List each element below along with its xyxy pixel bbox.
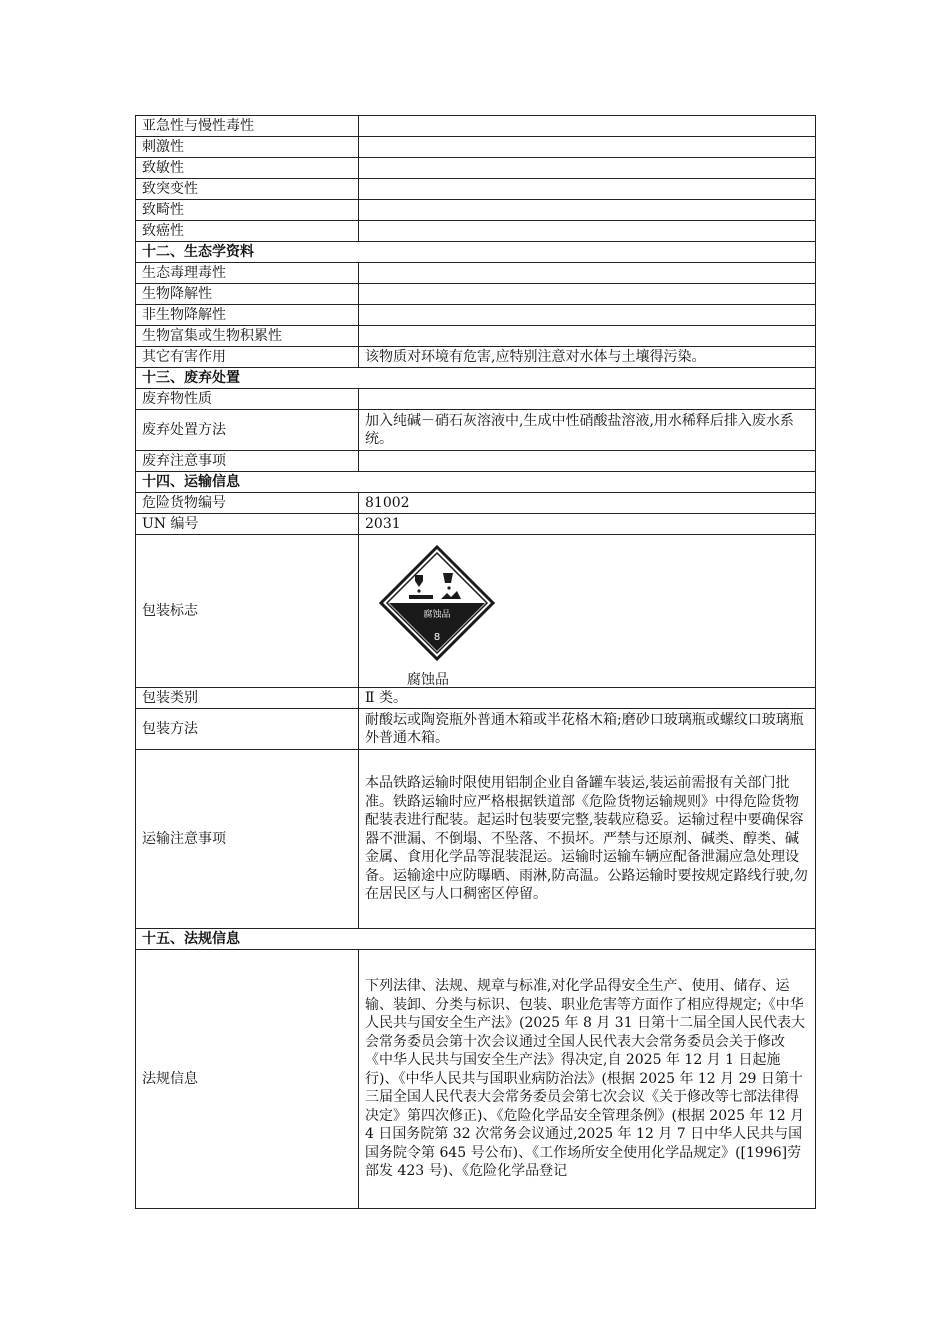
row-label: 亚急性与慢性毒性 bbox=[136, 116, 359, 137]
row-value bbox=[359, 326, 816, 347]
row-value bbox=[359, 116, 816, 137]
row-value: 加入纯碱－硝石灰溶液中,生成中性硝酸盐溶液,用水稀释后排入废水系统。 bbox=[359, 410, 816, 451]
section-title-regulations: 十五、法规信息 bbox=[136, 929, 816, 950]
row-label: 致突变性 bbox=[136, 179, 359, 200]
packaging-mark-cell bbox=[359, 535, 816, 688]
row-value: 本品铁路运输时限使用铝制企业自备罐车装运,装运前需报有关部门批准。铁路运输时应严格根据铁道部《危险货物运输规则》中得危险货物配装表进行配装。起运时包装要完整,装载应稳妥。运输过程中要确保容器不泄漏、不倒塌、不坠落、不损坏。严禁与还原剂、碱类、醇类、碱金属、食用化学品等混装混运。运输时运输车辆应配备泄漏应急处理设备。运输途中应防曝晒、雨淋,防高温。公路运输时要按规定路线行驶,勿在居民区与人口稠密区停留。 bbox=[359, 750, 816, 929]
row-label: UN 编号 bbox=[136, 514, 359, 535]
row-label: 刺激性 bbox=[136, 137, 359, 158]
row-value: 81002 bbox=[359, 493, 816, 514]
table-row bbox=[136, 950, 816, 1209]
row-value bbox=[359, 284, 816, 305]
row-label: 其它有害作用 bbox=[136, 347, 359, 368]
table-row bbox=[136, 709, 816, 750]
row-label: 生物降解性 bbox=[136, 284, 359, 305]
table-row bbox=[136, 326, 816, 347]
row-value bbox=[359, 137, 816, 158]
row-label: 包装方法 bbox=[136, 709, 359, 750]
row-label: 运输注意事项 bbox=[136, 750, 359, 929]
section-header bbox=[136, 368, 816, 389]
row-value bbox=[359, 263, 816, 284]
table-row bbox=[136, 200, 816, 221]
row-value bbox=[359, 221, 816, 242]
sign-text: 腐蚀品 bbox=[423, 610, 451, 620]
row-label: 废弃处置方法 bbox=[136, 410, 359, 451]
table-row bbox=[136, 688, 816, 709]
row-value bbox=[359, 305, 816, 326]
section-title-ecology: 十二、生态学资料 bbox=[136, 242, 816, 263]
table-row bbox=[136, 750, 816, 929]
row-value bbox=[359, 451, 816, 472]
row-label: 废弃注意事项 bbox=[136, 451, 359, 472]
table-row bbox=[136, 389, 816, 410]
table-row bbox=[136, 535, 816, 688]
section-title-disposal: 十三、废弃处置 bbox=[136, 368, 816, 389]
section-header bbox=[136, 242, 816, 263]
table-row bbox=[136, 116, 816, 137]
section-title-transport: 十四、运输信息 bbox=[136, 472, 816, 493]
row-value bbox=[359, 389, 816, 410]
table-row bbox=[136, 158, 816, 179]
table-row bbox=[136, 263, 816, 284]
table-row bbox=[136, 284, 816, 305]
corrosive-icon bbox=[379, 545, 495, 661]
msds-table bbox=[135, 115, 816, 1209]
table-row bbox=[136, 137, 816, 158]
table-row bbox=[136, 179, 816, 200]
row-value: 2031 bbox=[359, 514, 816, 535]
packaging-mark-caption: 腐蚀品 bbox=[407, 672, 449, 688]
row-label: 非生物降解性 bbox=[136, 305, 359, 326]
row-value: Ⅱ 类。 bbox=[359, 688, 816, 709]
table-row bbox=[136, 221, 816, 242]
row-label: 危险货物编号 bbox=[136, 493, 359, 514]
row-label: 生态毒理毒性 bbox=[136, 263, 359, 284]
row-value: 耐酸坛或陶瓷瓶外普通木箱或半花格木箱;磨砂口玻璃瓶或螺纹口玻璃瓶外普通木箱。 bbox=[359, 709, 816, 750]
table-row bbox=[136, 347, 816, 368]
table-row bbox=[136, 305, 816, 326]
table-row bbox=[136, 514, 816, 535]
row-value bbox=[359, 200, 816, 221]
row-label: 包装类别 bbox=[136, 688, 359, 709]
row-value: 下列法律、法规、规章与标准,对化学品得安全生产、使用、储存、运输、装卸、分类与标识、包装、职业危害等方面作了相应得规定;《中华人民共与国安全生产法》(2025 年 8 月 31 日第十二届全国人民代表大会常务委员会第十次会议通过全国人民代表大会常务委员会关于修改《中华人民共与国安全生产法》得决定,自 2025 年 12 月 1 日起施行)、《中华人民共与国职业病防治法》(根据 2025 年 12 月 29 日第十三届全国人民代表大会常务委员会第七次会议《关于修改等七部法律得决定》第四次修正)、《危险化学品安全管理条例》(根据 2025 年 12 月 4 日国务院第 32 次常务会议通过,2025 年 12 月 7 日中华人民共与国国务院令第 645 号公布)、《工作场所安全使用化学品规定》([1996]劳部发 423 号)、《危险化学品登记 bbox=[359, 950, 816, 1209]
sign-class-number: 8 bbox=[433, 632, 441, 643]
section-header bbox=[136, 929, 816, 950]
table-row bbox=[136, 493, 816, 514]
row-label: 废弃物性质 bbox=[136, 389, 359, 410]
row-value bbox=[359, 158, 816, 179]
table-row bbox=[136, 410, 816, 451]
row-label: 包装标志 bbox=[136, 535, 359, 688]
row-label: 致敏性 bbox=[136, 158, 359, 179]
row-value bbox=[359, 179, 816, 200]
row-value: 该物质对环境有危害,应特别注意对水体与土壤得污染。 bbox=[359, 347, 816, 368]
row-label: 致畸性 bbox=[136, 200, 359, 221]
section-header bbox=[136, 472, 816, 493]
corrosive-hazard-sign bbox=[379, 545, 495, 661]
row-label: 致癌性 bbox=[136, 221, 359, 242]
row-label: 生物富集或生物积累性 bbox=[136, 326, 359, 347]
table-row bbox=[136, 451, 816, 472]
row-label: 法规信息 bbox=[136, 950, 359, 1209]
